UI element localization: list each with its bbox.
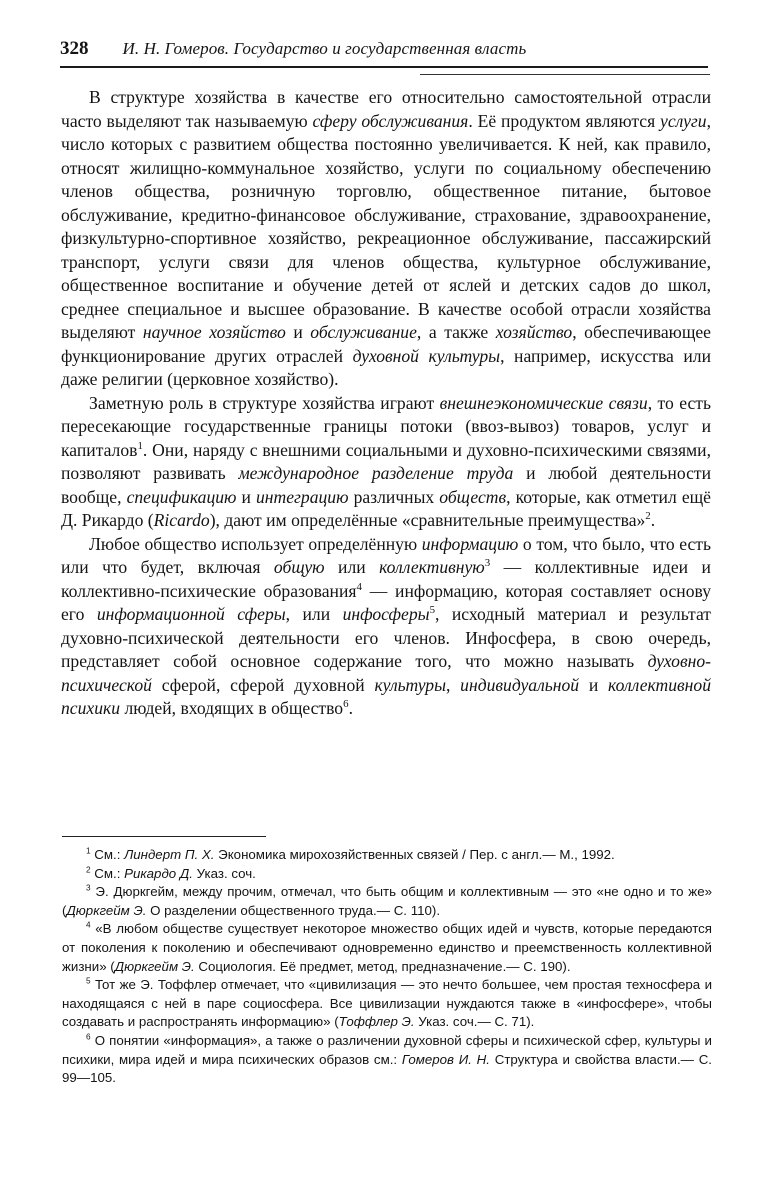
footnote-ref: 3	[484, 557, 491, 570]
footnote	[62, 920, 712, 976]
emphasis: коллективной психики	[61, 674, 711, 718]
emphasis: Гомеров И. Н.	[401, 1051, 490, 1067]
emphasis: обществ	[439, 486, 507, 507]
text-run: людей, входящих в общество	[120, 698, 344, 718]
emphasis: услуги	[660, 110, 707, 131]
text-run: или	[324, 557, 380, 577]
footnote-ref: 5	[429, 604, 436, 617]
text-run: «В любом обществе существует некоторое множество общих идей и чувств, которые передаются от поколения к поколению и обеспечивают одновременно единство и преемственность коллективной жизни» (	[62, 921, 712, 974]
text-run: Структура и свойства власти.— С. 99—105.	[62, 1051, 712, 1086]
text-run: , число которых с развитием общества постоянно увеличивается. К ней, как правило, относят жилищно-коммунальное хозяйство, услуги по социальному обеспечению членов общества, розничную торговлю, общественное питание, бытовое обслуживание, кредитно-финансовое обслуживание, страхование, здравоохранение, физкультурно-спортивное хозяйство, рекреационное обслуживание, пассажирский транспорт, услуги связи для членов общества, культурное обслуживание, общественное воспитание и обучение детей от яслей и детских садов до школ, среднее специальное и высшее образование. В качестве особой отрасли хозяйства выделяют	[61, 110, 711, 342]
text-run: О разделении общественного труда.— С. 110).	[146, 902, 441, 918]
emphasis: коллективную	[379, 557, 485, 577]
text-run: различных	[348, 486, 440, 507]
emphasis: обслуживание	[310, 322, 417, 342]
emphasis: Линдерт П. Х.	[124, 847, 215, 862]
footnote-ref: 3	[86, 883, 91, 893]
text-run: Заметную роль в структуре хозяйства играют	[89, 392, 440, 413]
emphasis: индивидуальной	[460, 674, 580, 695]
text-run: и	[285, 322, 311, 342]
text-run: — коллективные идеи и коллективно-психические образования	[61, 557, 711, 601]
header-rule-secondary	[420, 74, 710, 75]
text-run: .	[348, 698, 353, 718]
footnote-ref: 6	[343, 698, 349, 711]
text-run: , например, искусства или даже религии (церковное хозяйство).	[61, 345, 711, 389]
emphasis: Дюркгейм Э.	[114, 958, 195, 974]
emphasis: информационной сферы	[96, 604, 286, 624]
paragraph	[61, 392, 711, 533]
emphasis: культуры	[374, 674, 447, 695]
text-run: — информацию, которая составляет основу его	[61, 580, 712, 624]
text-run: , исходный материал и результат духовно-психической деятельности его членов. Инфосфера, в свою очередь, представляет собой основное содержание того, что можно называть	[61, 604, 711, 671]
text-run: о том, что было, что есть или что будет, включая	[61, 533, 712, 577]
text-run: О понятии «информация», а также о различении духовной сферы и психической сфер, культуры и психики, мира идей и мира психических образов см.:	[62, 1032, 712, 1067]
text-run: , то есть пересекающие государственные границы потоки (ввоз-вывоз) товаров, услуг и капиталов	[61, 392, 712, 460]
emphasis: Дюркгейм Э.	[66, 902, 147, 918]
emphasis: информацию	[421, 533, 519, 554]
footnote	[62, 865, 712, 884]
text-run: Любое общество использует определённую	[89, 533, 422, 554]
emphasis: духовной культуры	[352, 345, 501, 366]
text-run: Указ. соч.	[192, 865, 256, 881]
text-run: Социология. Её предмет, метод, предназначение.— С. 190).	[194, 958, 571, 974]
text-run: сферой, сферой духовной	[151, 674, 375, 695]
footnote-ref: 4	[356, 580, 362, 593]
page-number: 328	[60, 38, 89, 59]
text-run: , обеспечивающее функционирование других отраслей	[61, 322, 711, 366]
paragraph	[61, 86, 711, 392]
emphasis: Ricardo	[153, 510, 210, 530]
paragraph	[61, 533, 711, 721]
emphasis: хозяйство	[495, 322, 573, 342]
main-text	[61, 86, 711, 721]
emphasis: духовно-психической	[61, 651, 711, 695]
footnote-ref: 5	[86, 976, 91, 986]
text-run: В структуре хозяйства в качестве его относительно самостоятельной отрасли часто выделяют так называемую	[61, 87, 711, 131]
text-run: , или	[285, 604, 343, 624]
emphasis: научное хозяйство	[142, 322, 286, 342]
text-run: См.:	[90, 865, 125, 881]
footnote-separator	[62, 836, 266, 837]
text-run: . Её продуктом являются	[468, 110, 661, 131]
running-head: И. Н. Гомеров. Государство и государственная власть	[122, 39, 527, 58]
text-run: , которые, как отметил ещё Д. Рикардо (	[61, 486, 711, 530]
emphasis: международное разделение труда	[238, 463, 514, 483]
text-run: и	[579, 674, 609, 695]
footnote-ref: 1	[137, 439, 143, 452]
emphasis: спецификацию	[126, 486, 237, 507]
text-run: Тот же Э. Тоффлер отмечает, что «цивилизация — это нечто большее, чем простая техносфера и находящаяся с ней в паре социосфера. Все цивилизации нуждаются также в «инфосфере», чтобы создавать и распространять информацию» (	[62, 977, 712, 1030]
emphasis: общую	[273, 557, 325, 577]
text-run: ), дают им определённые «сравнительные преимущества»	[209, 510, 646, 530]
footnote	[62, 846, 712, 865]
emphasis: Рикардо Д.	[124, 865, 193, 881]
footnotes	[62, 846, 712, 1088]
emphasis: сферу обслуживания	[312, 110, 469, 131]
emphasis: внешнеэкономические связи	[439, 392, 648, 413]
footnote-ref: 2	[645, 510, 651, 523]
emphasis: интеграцию	[256, 486, 349, 507]
footnote-ref: 6	[86, 1032, 91, 1042]
header-rule	[60, 66, 708, 68]
text-run: и	[236, 486, 256, 507]
page-header	[60, 38, 720, 64]
text-run: .	[650, 510, 656, 530]
emphasis: Тоффлер Э.	[338, 1014, 415, 1030]
text-run: . Они, наряду с внешними социальными и духовно-психическими связями, позволяют развивать	[61, 439, 711, 483]
footnote	[62, 1032, 712, 1088]
text-run: См.:	[90, 847, 125, 862]
footnote	[62, 976, 712, 1032]
emphasis: инфосферы	[342, 604, 430, 624]
footnote-ref: 1	[86, 846, 91, 856]
footnote	[62, 883, 712, 920]
text-run: Э. Дюркгейм, между прочим, отмечал, что быть общим и коллективным — это «не одно и то же» (	[62, 884, 712, 918]
text-run: и любой деятельности вообще,	[61, 463, 711, 507]
footnote-ref: 4	[86, 920, 91, 930]
text-run: Экономика мирохозяйственных связей / Пер. с англ.— М., 1992.	[214, 847, 615, 862]
text-run: ,	[446, 674, 461, 695]
text-run: , а также	[416, 322, 496, 342]
footnote-ref: 2	[86, 865, 91, 875]
text-run: Указ. соч.— С. 71).	[414, 1014, 535, 1030]
